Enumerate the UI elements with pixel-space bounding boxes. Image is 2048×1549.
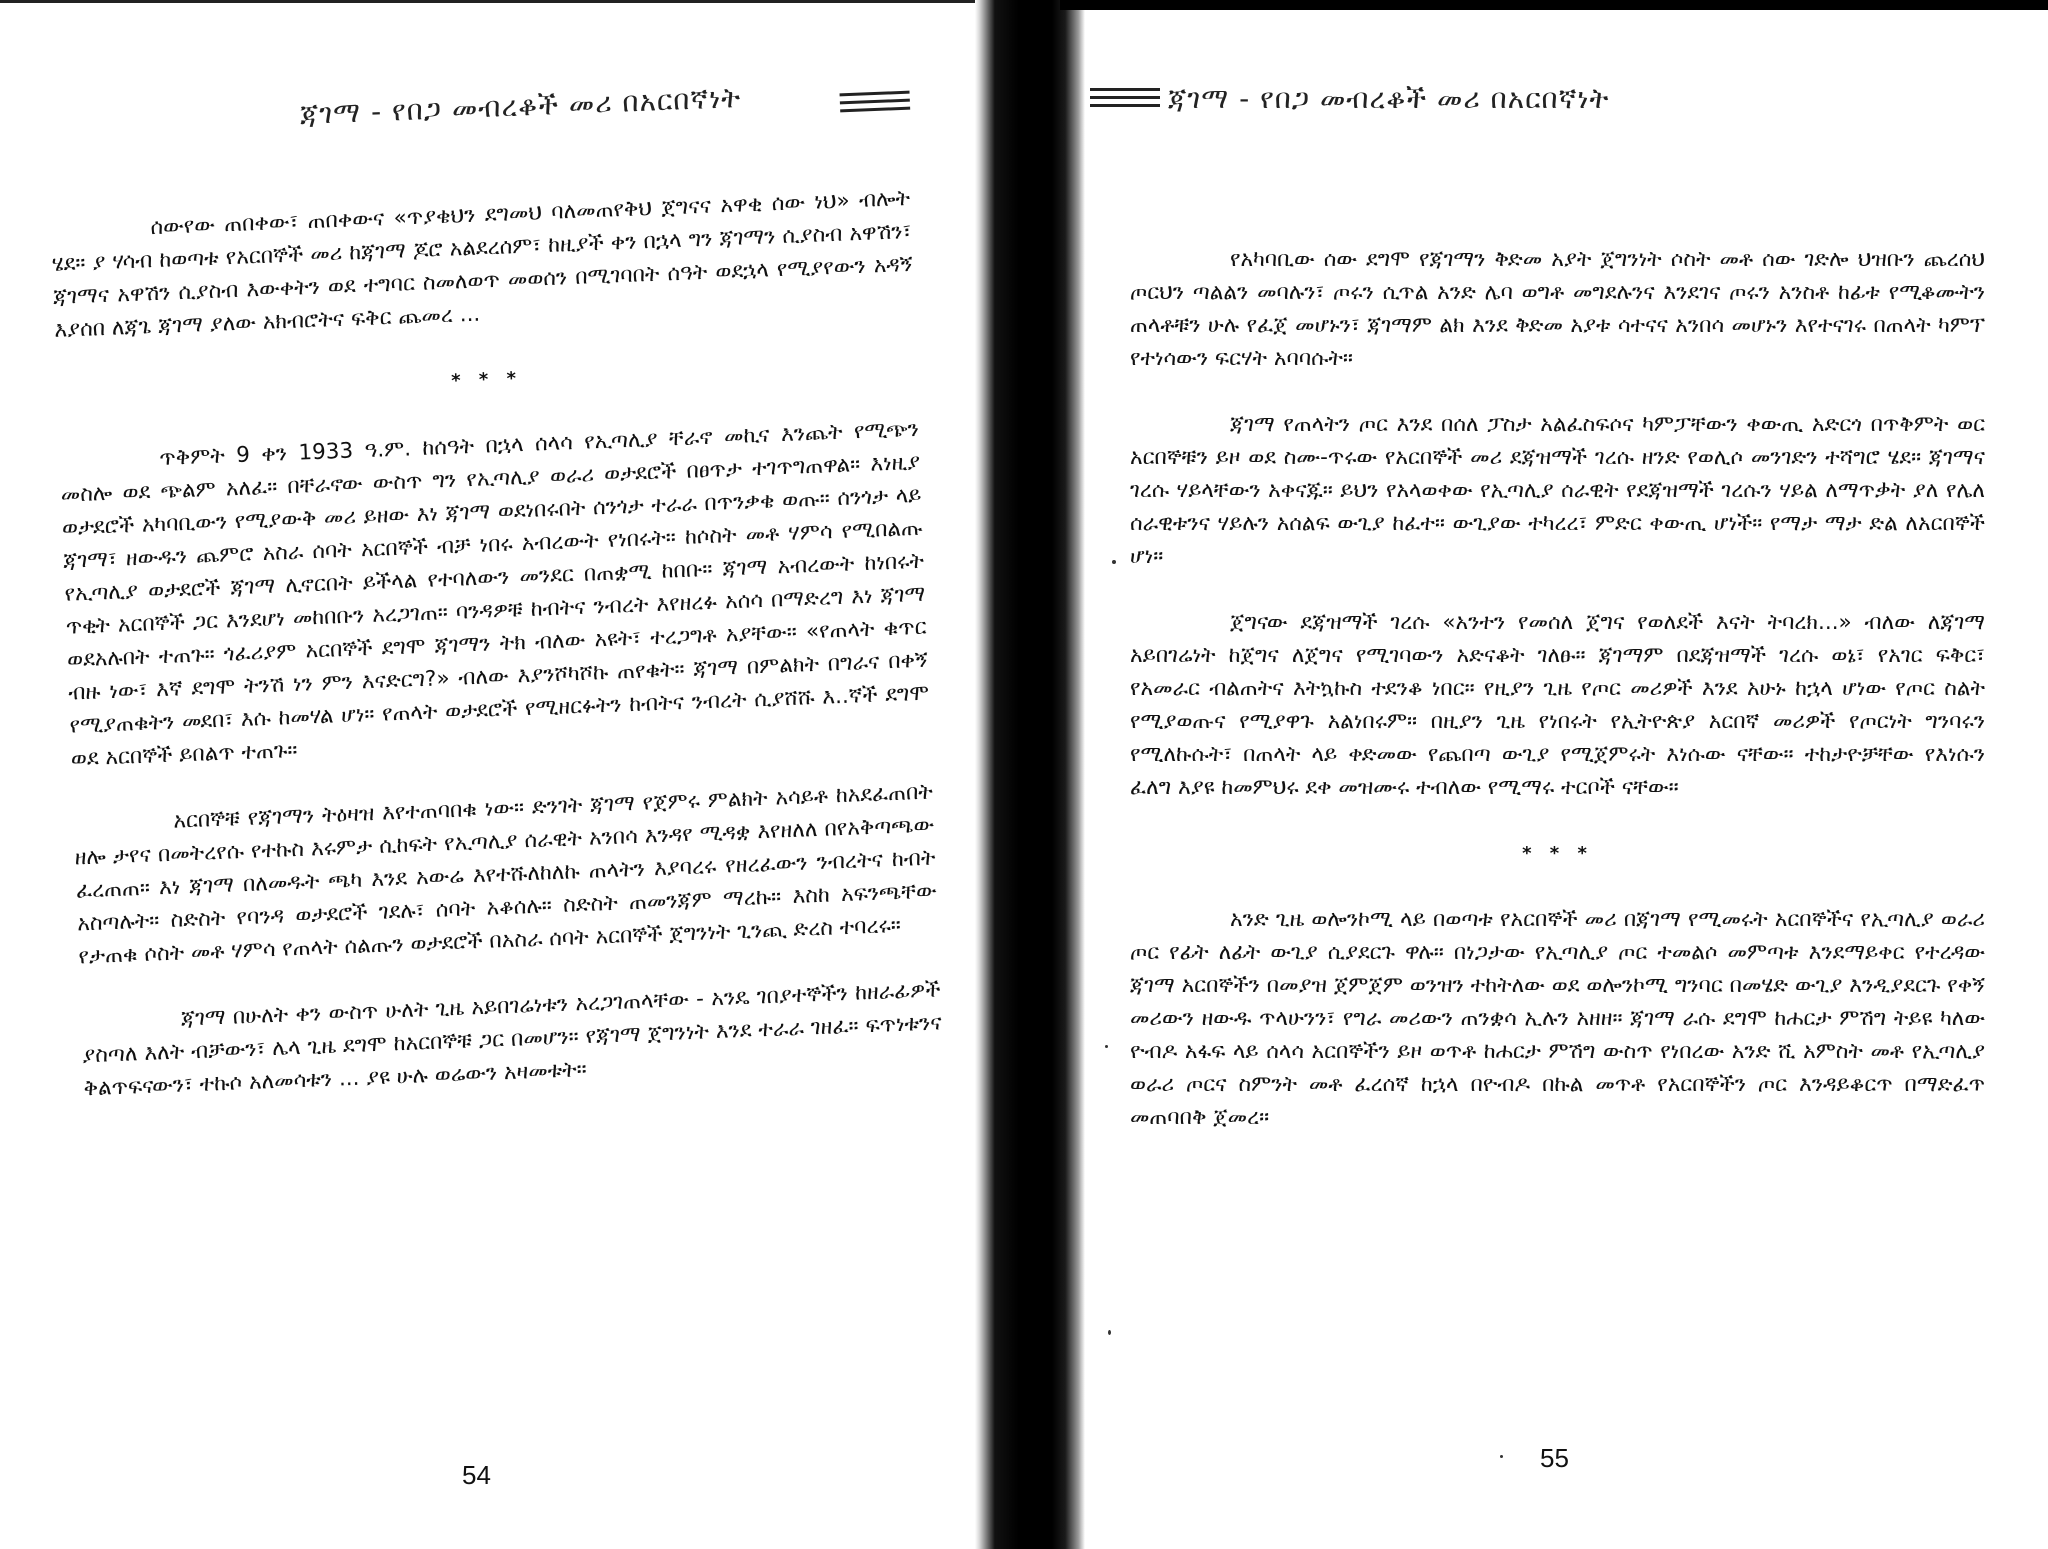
section-separator: * * * <box>450 368 523 392</box>
header-rule-icon <box>1090 88 1160 114</box>
page-number: 55 <box>1540 1443 1569 1473</box>
scan-speck <box>1112 560 1116 564</box>
right-running-header: ጃገማ - የበጋ መብረቆች መሪ በአርበኛነት <box>1168 82 1610 115</box>
scan-speck <box>1105 1045 1108 1048</box>
paragraph: ጃገማ በሁለት ቀን ውስጥ ሁለት ጊዜ አይበገሬነቱን አረጋገጠላቸው - አንዴ ገበያተኞችን ከዘራፊዎች ያስጣለ እለት ብቻውን፣ ሌላ ጊዜ ደግሞ ከአርበኞቹ ጋር በመሆን። የጃገማ ጀግንነት እንደ ተራራ ገዘፈ። ፍጥነቱንና ቅልጥፍናውን፣ ተኩሶ አለመሳቱን ... ያዩ ሁሉ ወሬውን አዛመቱት። <box>81 977 943 1102</box>
paragraph: የአካባቢው ሰው ደግሞ የጃገማን ቅድመ አያት ጀግንነት ሶስት መቶ ሰው ገድሎ ህዝቡን ጨረሰህ ጦርህን ጣልልን መባሉን፣ ጦሩን ሲጥል አንድ ሌባ ወግቶ መግደሉንና እንደገና ጦሩን አንስቶ ከፊቱ የሚቆሙትን ጠላቶቹን ሁሉ የፈጀ መሆኑን፣ ጃገማም ልክ እንደ ቅድመ አያቱ ሳተናና አንበሳ መሆኑን እየተናገሩ በጠላት ካምፕ የተነሳውን ፍርሃት አባባሱት። <box>1130 247 1985 371</box>
header-rule-icon <box>840 91 911 120</box>
left-running-header: ጃገማ - የበጋ መብረቆች መሪ በአርበኛነት <box>299 81 742 131</box>
book-gutter-shadow <box>975 0 1085 1549</box>
left-body-text <box>50 182 944 1125</box>
paragraph: ጃገማ የጠላትን ጦር እንደ በሰለ ፓስታ አልፈስፍሶና ካምፓቸውን ቀውጢ አድርጎ በጥቅምት ወር አርበኞቹን ይዞ ወደ ስሙ-ጥሩው የአርበኞች መሪ ደጃዝማች ገረሱ ዘንድ የወሊሶ መንገድን ተሻግሮ ሄደ። ጃገማና ገረሱ ሃይላቸውን አቀናጁ። ይህን የአላወቀው የኢጣሊያ ሰራዊት የደጃዝማች ገረሱን ሃይል ለማጥቃት ያለ የሌለ ሰራዊቱንና ሃይሉን አሰልፍ ውጊያ ከፈተ። ውጊያው ተካረረ፣ ምድር ቀውጢ ሆነች። የማታ ማታ ድል ለአርበኞች ሆነ። <box>1130 412 1985 569</box>
paragraph: አንድ ጊዜ ወሎንኮሚ ላይ በወጣቱ የአርበኞች መሪ በጃገማ የሚመሩት አርበኞችና የኢጣሊያ ወራሪ ጦር የፊት ለፊት ውጊያ ሲያደርጉ ዋሉ። በነጋታው የኢጣሊያ ጦር ተመልሶ መምጣቱ እንደማይቀር የተረዳው ጃገማ አርበኞችን በመያዝ ጀምጀም ወንዝን ተከትለው ወደ ወሎንኮሚ ግንባር በመሄድ ውጊያ እንዲያደርጉ የቀኝ መሪውን ዘውዱ ጥላሁንን፣ የግራ መሪውን ጠንቋሳ ኢሉን አዘዘ። ጃገማ ራሱ ደግሞ ከሐርታ ምሽግ ትይዩ ካለው ዮብዶ አፋፍ ላይ ሰላሳ አርበኞችን ይዞ ወጥቶ ከሐርታ ምሽግ ውስጥ የነበረው አንድ ሺ አምስት መቶ የኢጣሊያ ወራሪ ጦርና ስምንት መቶ ፈረሰኛ ከኋላ በዮብዶ በኩል መጥቶ የአርበኞችን ጦር እንዳይቆርጥ በማድፈጥ መጠባበቅ ጀመረ። <box>1130 907 1985 1130</box>
section-separator: * * * <box>1522 843 1593 864</box>
left-page <box>0 0 985 1549</box>
paragraph: ጀግናው ደጃዝማች ገረሱ «አንተን የመሰለ ጀግና የወለደች እናት ትባረክ...» ብለው ለጃገማ አይበገሬነት ከጀግና ለጀግና የሚገባውን አድናቆት ገለፁ። ጃገማም በደጃዝማች ገረሱ ወኔ፣ የአገር ፍቅር፣ የአመራር ብልጠትና እትኳኩስ ተደንቆ ነበር። የዚያን ጊዜ የጦር መሪዎች እንደ አሁኑ ከኋላ ሆነው የጦር ስልት የሚያወጡና የሚያዋጉ አልነበሩም። በዚያን ጊዜ የነበሩት የኢትዮጵያ አርበኛ መሪዎች የጦርነት ግንባሩን የሚለኩሱት፣ በጠላት ላይ ቀድመው የጨበጣ ውጊያ የሚጀምሩት እነሱው ናቸው። ተከታዮቻቸው የእነሱን ፈለግ እያዩ ከመምህሩ ደቀ መዝሙሩ ተብለው የሚማሩ ተርቦች ናቸው። <box>1130 610 1985 800</box>
scan-speck <box>1500 1455 1503 1458</box>
top-edge-shadow <box>0 0 985 3</box>
paragraph: አርበኞቹ የጃገማን ትዕዛዝ እየተጠባበቁ ነው። ድንገት ጃገማ የጀምሩ ምልክት አሳይቶ ከአደፈጠበት ዘሎ ታየና በመትረየሱ የተኩስ እሩምታ ሲከፍት የኢጣሊያ ሰራዊት አንበሳ እንዳየ ሚዳቋ እየዘለለ በየአቅጣጫው ፈረጠጠ። እነ ጃገማ በለመዱት ጫካ እንደ አውሬ እየተሹለከለኩ ጠላትን እያባረሩ የዘረፈውን ንብረትና ከብት አስጣሉት። ስድስት የባንዳ ወታደሮች ገደሉ፣ ሰባት አቆሰሉ። ስድስት ጠመንጃም ማረኩ። እስከ አፍንጫቸው የታጠቁ ሶስት መቶ ሃምሳ የጠላት ሰልጡን ወታደሮች በአስራ ሰባት አርበኞች ጀግንነት ጊንጪ ድረስ ተባረሩ። <box>74 779 938 970</box>
scan-speck <box>1108 1330 1111 1335</box>
paragraph: ጥቅምት 9 ቀን 1933 ዓ.ም. ከሰዓት በኋላ ሰላሳ የኢጣሊያ ቸራኖ መኪና እንጨት የሚጭን መስሎ ወደ ጭልም አለፈ። በቸራኖው ውስጥ ግን የኢጣሊያ ወራሪ ወታደሮች በፀጥታ ተገጥግጠዋል። እነዚያ ወታደሮች አካባቢውን የሚያውቅ መሪ ይዘው እነ ጃገማ ወደነበሩበት ሰንጎታ ተራራ በጥንቃቄ ወጡ። ሰንጎታ ላይ ጃገማ፣ ዘውዱን ጨምሮ አስራ ሰባት አርበኞች ብቻ ነበሩ አብረውት የነበሩት። ከሶስት መቶ ሃምሳ የሚበልጡ የኢጣሊያ ወታደሮች ጃገማ ሊኖርበት ይችላል የተባለውን መንደር በጠቋሚ ከበቡ። ጃገማ አብረውት ከነበሩት ጥቂት አርበኞች ጋር እንደሆነ መከበቡን አረጋገጠ። ባንዳዎቹ ከብትና ንብረት እየዘረፉ አሰሳ በማድረግ እነ ጃገማ ወደአሉበት ተጠጉ። ጎፈሪያም አርበኞች ደግሞ ጃገማን ትክ ብለው አዩት፣ ተረጋግቶ አያቸው። «የጠላት ቁጥር ብዙ ነው፣ እኛ ደግሞ ትንሽ ነን ምን እናድርግ?» ብለው እያንሾካሾኩ ጠየቁት። ጃገማ በምልክት በግራና በቀኝ የሚያጠቁትን መደበ፣ እሱ ከመሃል ሆነ። የጠላት ወታደሮች የሚዘርፉትን ከብትና ንብረት ሲያሸሹ እ..ኛች ደግሞ ወደ አርበኞች ይበልጥ ተጠጉ። <box>60 416 930 772</box>
right-body-text <box>1130 243 1985 1154</box>
paragraph: ሰውየው ጠበቀው፣ ጠበቀውና «ጥያቄህን ደግመህ ባለመጠየቅህ ጀግናና አዋቂ ሰው ነህ» ብሎት ሄደ። ያ ሃሳብ ከወጣቱ የአርበኞች መሪ ከጃገማ ጆሮ አልደረሰም፣ ከዚያች ቀን በኋላ ግን ጃገማን ሲያስብ አዋሽን፣ ጃገማና አዋሽን ሲያስብ እውቀትን ወደ ተግባር ስመለወጥ መወሰን በሚገባበት ሰዓት ወደኋላ የሚያየውን አዳኝ እያሰበ ለጃጌ ጃገማ ያለው አክብሮትና ፍቅር ጨመረ ... <box>51 185 914 343</box>
page-number: 54 <box>462 1460 491 1490</box>
